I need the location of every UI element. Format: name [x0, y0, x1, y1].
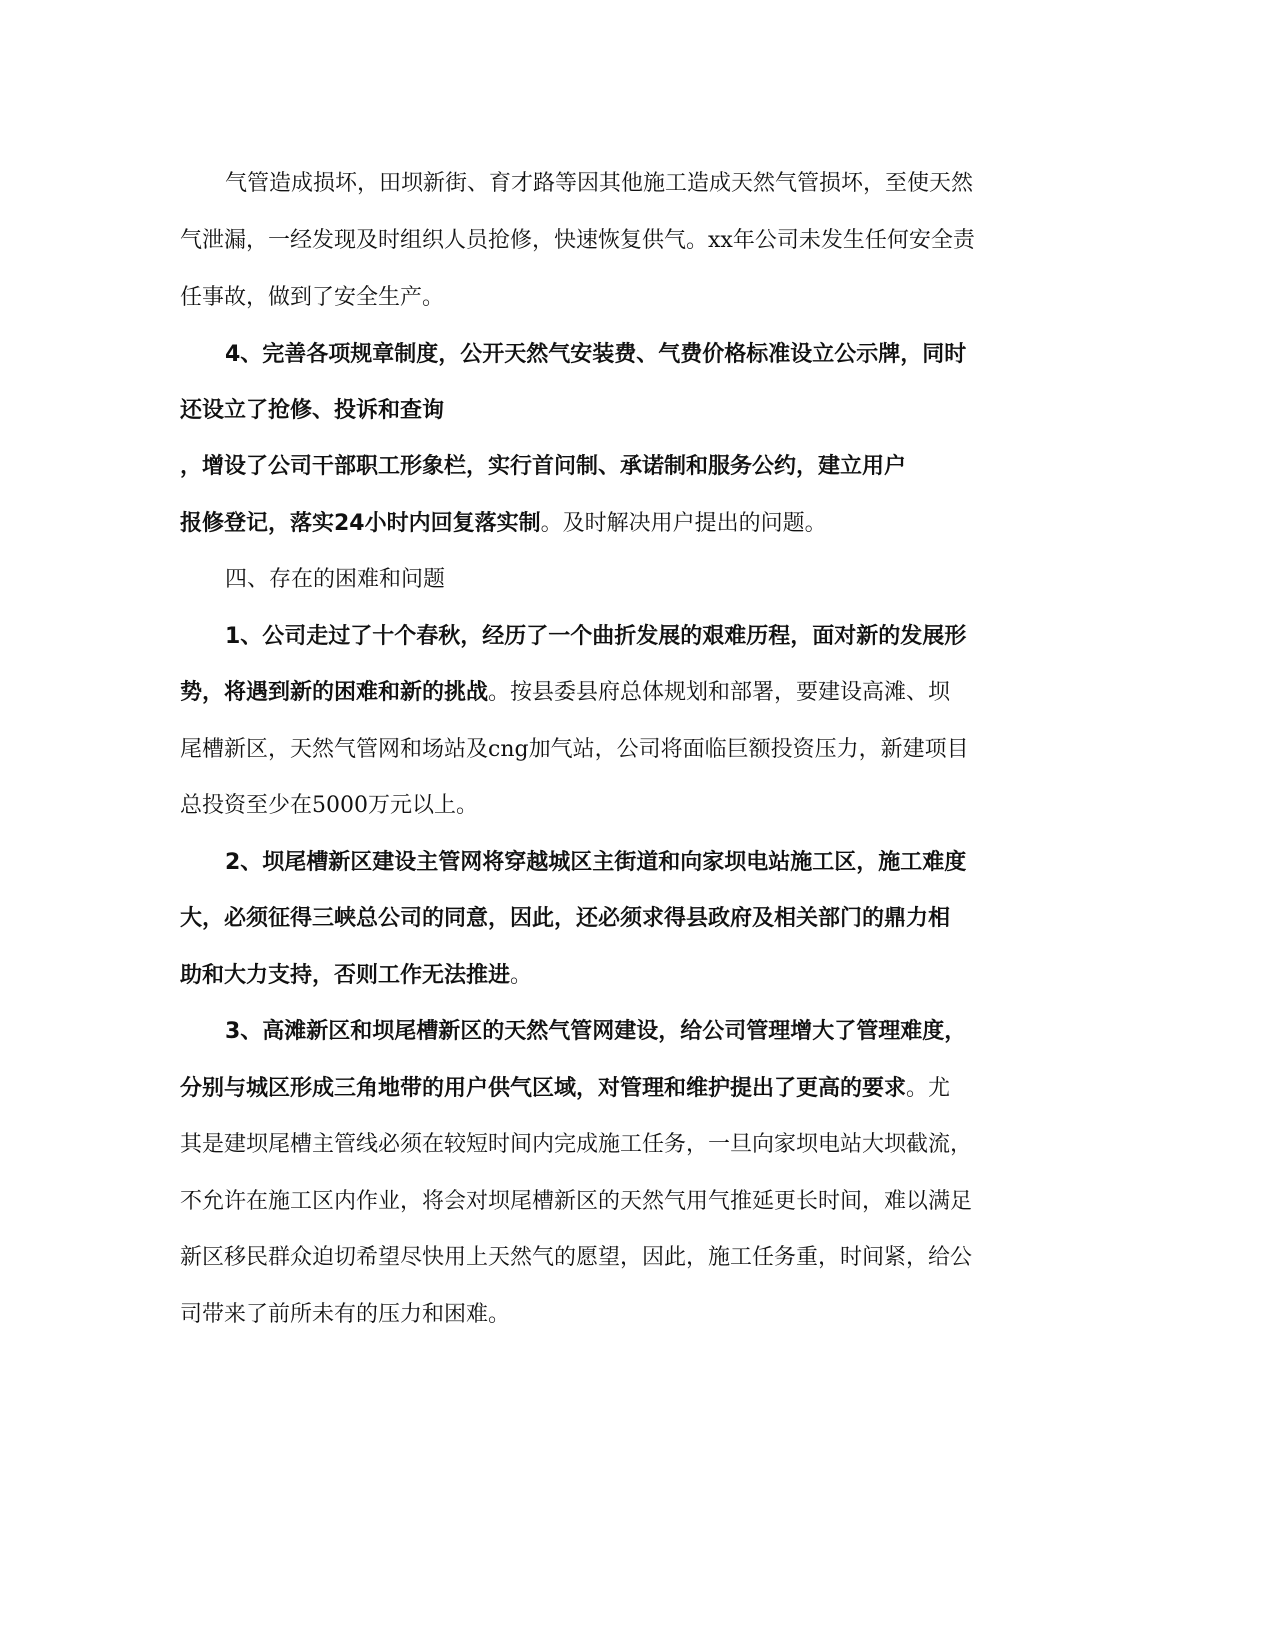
bold-run: 分别与城区形成三角地带的用户供气区域，对管理和维护提出了更高的要求 — [180, 1076, 907, 1101]
normal-run: 。及时解决用户提出的问题。 — [540, 511, 827, 536]
body-line: 不允许在施工区内作业，将会对坝尾槽新区的天然气用气推延更长时间，难以满足 — [180, 1189, 973, 1214]
normal-run: 。按县委县府总体规划和部署，要建设高滩、坝 — [488, 680, 951, 705]
mixed-line — [180, 510, 1060, 538]
body-line: 气管造成损坏，田坝新街、育才路等因其他施工造成天然气管损坏，至使天然 — [225, 171, 974, 196]
body-line: 总投资至少在5000万元以上。 — [180, 793, 478, 818]
body-line: 气泄漏，一经发现及时组织人员抢修，快速恢复供气。xx年公司未发生任何安全责 — [180, 228, 975, 253]
bold-line: 1、公司走过了十个春秋，经历了一个曲折发展的艰难历程，面对新的发展形 — [225, 624, 967, 649]
bold-run: 助和大力支持，否则工作无法推进 — [180, 963, 511, 988]
section-heading: 四、存在的困难和问题 — [225, 567, 446, 592]
bold-run: 报修登记，落实24小时内回复落实制 — [180, 511, 541, 536]
body-line: 新区移民群众迫切希望尽快用上天然气的愿望，因此，施工任务重，时间紧，给公 — [180, 1245, 973, 1270]
body-line: 任事故，做到了安全生产。 — [180, 285, 445, 310]
bold-line: 大，必须征得三峡总公司的同意，因此，还必须求得县政府及相关部门的鼎力相 — [180, 906, 951, 931]
mixed-line — [180, 679, 1060, 707]
bold-line: 4、完善各项规章制度，公开天然气安装费、气费价格标准设立公示牌，同时 — [225, 342, 967, 367]
mixed-line — [180, 1075, 1060, 1103]
bold-line: 还设立了抢修、投诉和查询 — [180, 398, 445, 423]
normal-run: 。 — [510, 963, 533, 988]
mixed-line — [180, 962, 1060, 990]
bold-line: 3、高滩新区和坝尾槽新区的天然气管网建设，给公司管理增大了管理难度， — [225, 1019, 967, 1044]
bold-line: ，增设了公司干部职工形象栏，实行首问制、承诺制和服务公约，建立用户 — [180, 454, 907, 479]
normal-run: 。尤 — [906, 1076, 951, 1101]
body-line: 其是建坝尾槽主管线必须在较短时间内完成施工任务，一旦向家坝电站大坝截流， — [180, 1132, 973, 1157]
bold-line: 2、坝尾槽新区建设主管网将穿越城区主街道和向家坝电站施工区，施工难度 — [225, 850, 967, 875]
body-line: 尾槽新区，天然气管网和场站及cng加气站，公司将面临巨额投资压力，新建项目 — [180, 737, 969, 762]
body-line: 司带来了前所未有的压力和困难。 — [180, 1302, 511, 1327]
bold-run: 势，将遇到新的困难和新的挑战 — [180, 680, 489, 705]
